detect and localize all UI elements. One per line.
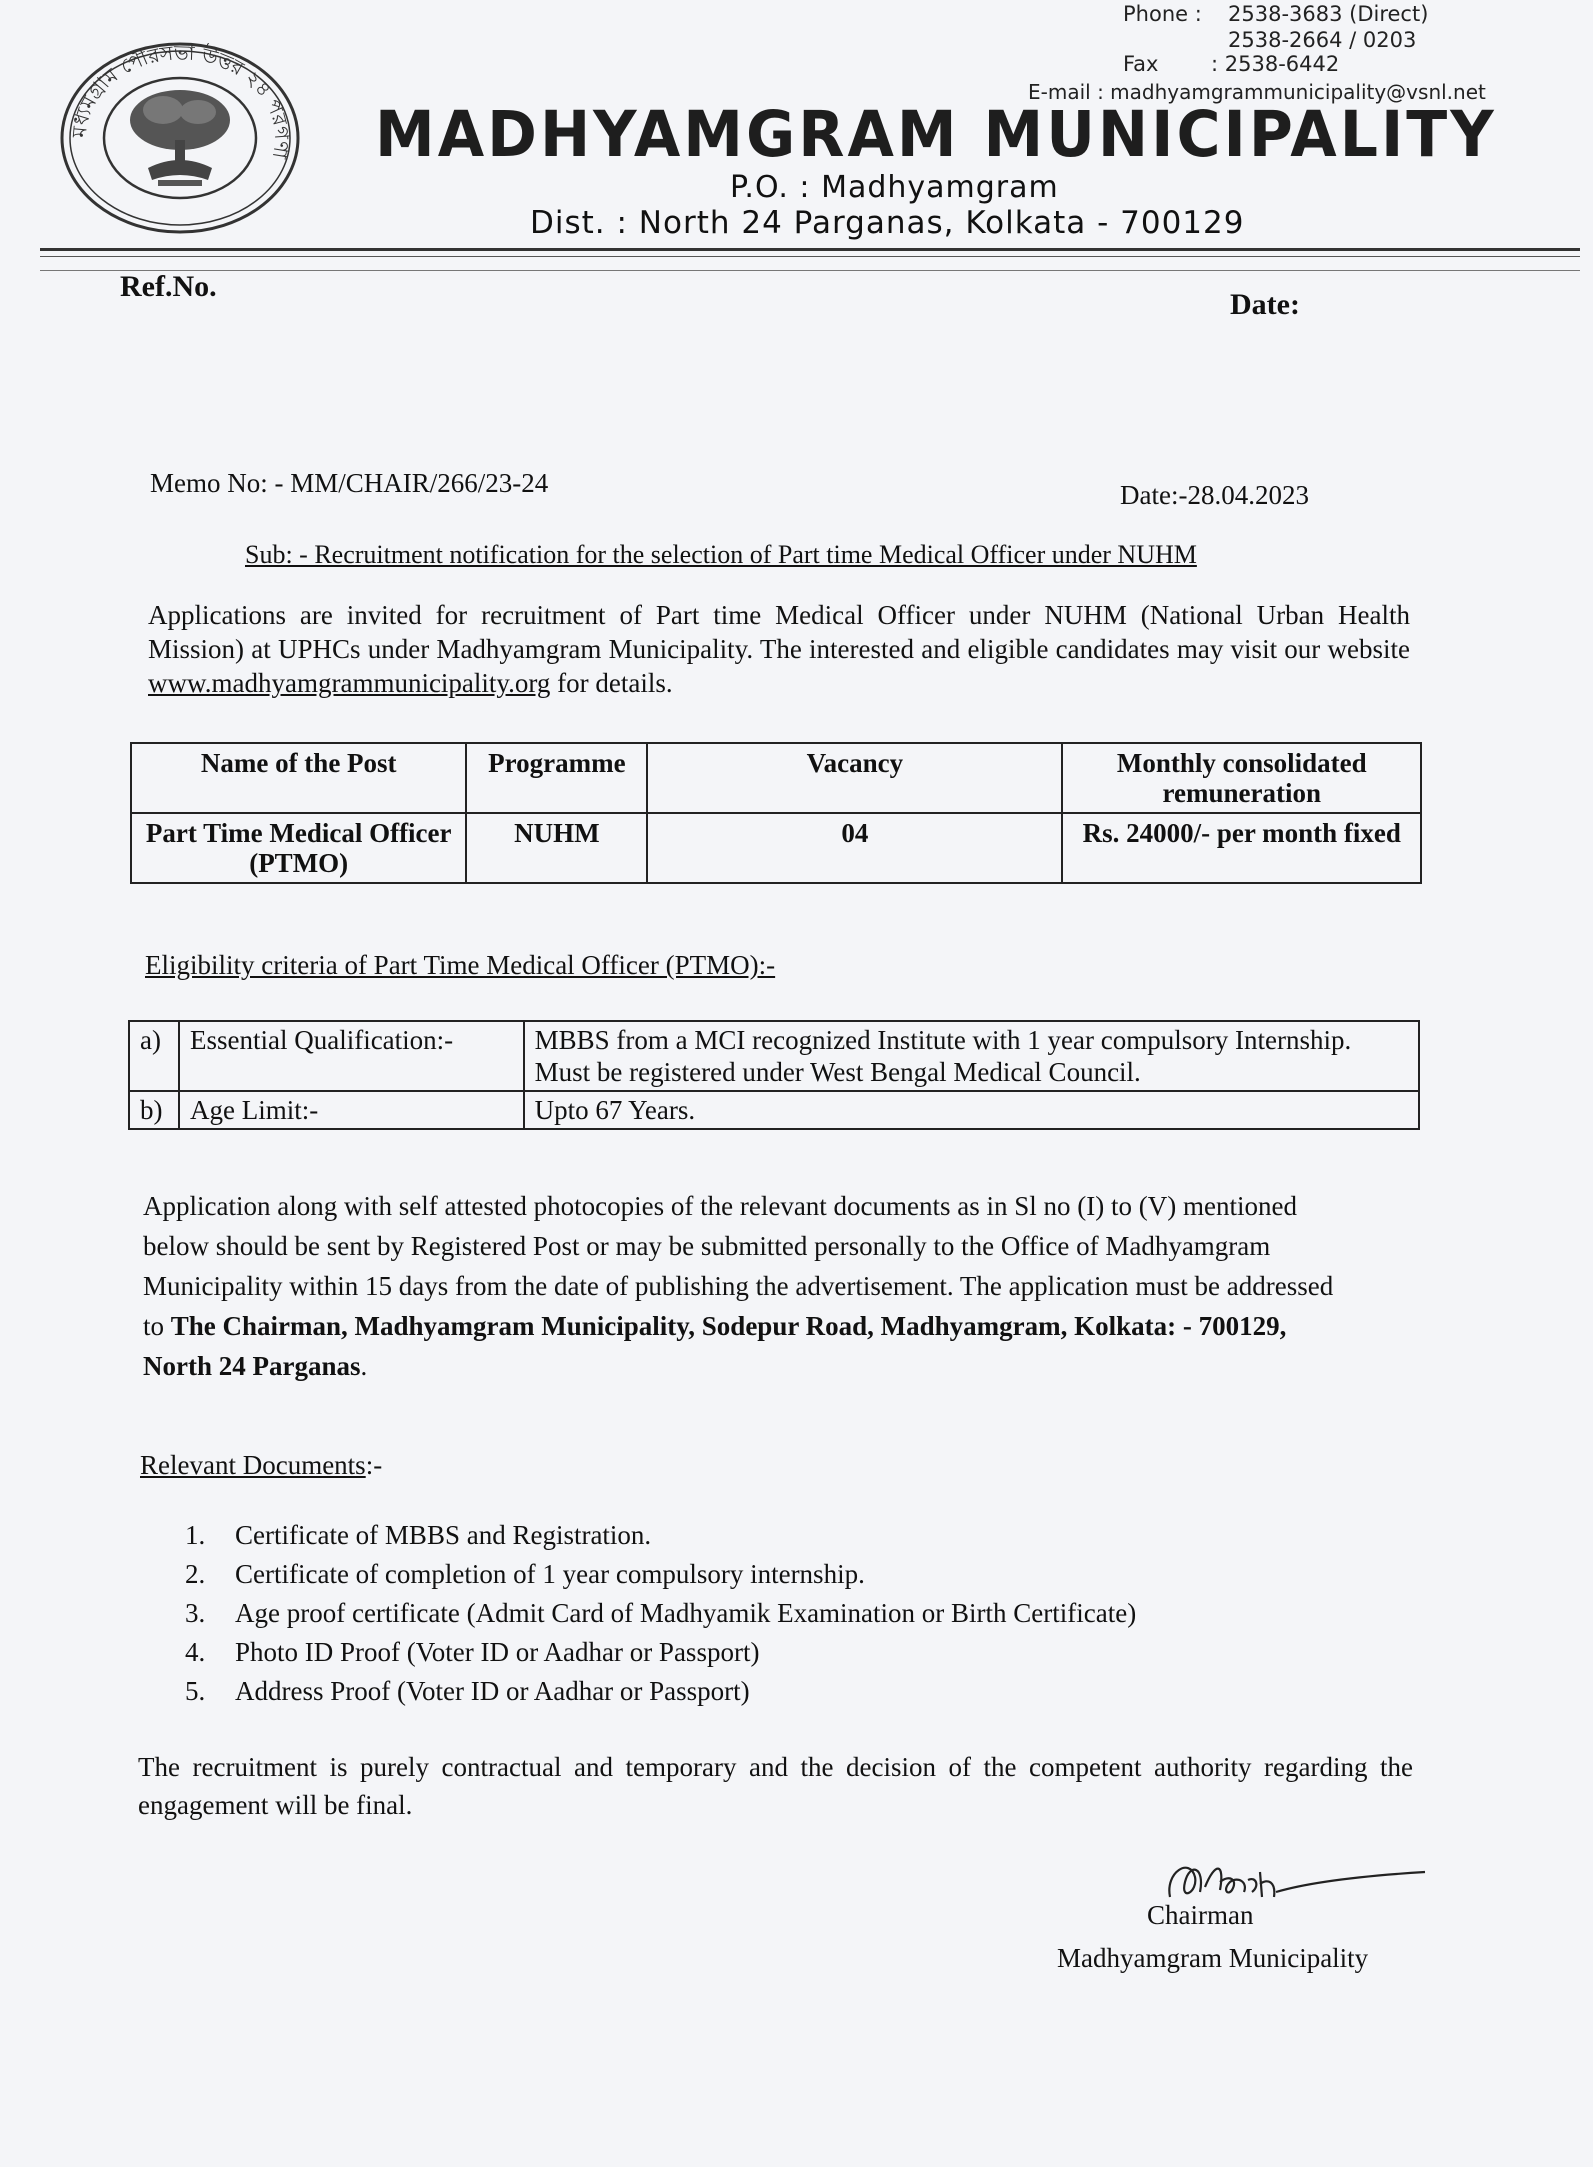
documents-heading-suffix: :- [365,1450,383,1480]
header-divider [40,248,1580,251]
table-cell: 04 [647,813,1062,883]
seal-text: মধ্যমগ্রাম পৌরসভা উত্তর ২৪ পরগণা [66,40,295,161]
table-header: Name of the Post [131,743,466,813]
list-item [185,1516,1136,1555]
list-item-number: 4. [185,1637,206,1667]
list-item-number: 3. [185,1598,206,1628]
post-table [130,742,1422,884]
eligibility-label: Essential Qualification:- [179,1021,524,1091]
header-divider-thin [40,256,1580,257]
fax-value: : 2538-6442 [1211,52,1340,76]
table-header: Programme [466,743,647,813]
phone-other: 2538-2664 / 0203 [1228,28,1417,52]
municipality-seal [58,40,303,236]
signatory-organization: Madhyamgram Municipality [1057,1943,1369,1973]
website-link[interactable]: www.madhyamgrammunicipality.org [148,668,551,698]
phone-label: Phone : [1123,2,1202,26]
post-office: P.O. : Madhyamgram [730,170,1059,205]
district-address: Dist. : North 24 Parganas, Kolkata - 700129 [530,205,1245,241]
documents-heading-text: Relevant Documents [140,1450,366,1480]
eligibility-heading: Eligibility criteria of Part Time Medical Officer (PTMO):- [145,950,776,980]
memo-subject: Sub: - Recruitment notification for the selection of Part time Medical Officer under NUHM [245,540,1197,569]
application-text: Application along with self attested photocopies of the relevant documents as in Sl no (I) to (V) mentioned below should be sent by Registered Post or may be submitted personally to the Office of Madhyamgram Municipality within 15 days from the date of publishing the advertisement. The application must be addressed to [143,1191,1334,1341]
table-header: Vacancy [647,743,1062,813]
fax-label: Fax [1123,52,1159,76]
list-item-text: Age proof certificate (Admit Card of Madhyamik Examination or Birth Certificate) [235,1598,1137,1628]
list-item-text: Certificate of completion of 1 year compulsory internship. [235,1559,865,1589]
eligibility-label: Age Limit:- [179,1091,524,1129]
intro-suffix: for details. [550,668,673,698]
table-row [129,1021,1419,1091]
post-table-header-row [131,743,1421,813]
table-header: Monthly consolidated remuneration [1062,743,1421,813]
documents-heading [140,1450,382,1481]
list-item-number: 1. [185,1520,206,1550]
list-item-text: Photo ID Proof (Voter ID or Aadhar or Passport) [235,1637,760,1667]
table-cell: Rs. 24000/- per month fixed [1062,813,1421,883]
list-item [185,1555,1136,1594]
documents-list [185,1516,1136,1711]
memo-number: Memo No: - MM/CHAIR/266/23-24 [150,468,549,498]
eligibility-index: a) [129,1021,179,1091]
header-divider-faint [40,270,1580,271]
list-item [185,1633,1136,1672]
list-item-number: 2. [185,1559,206,1589]
memo-date: Date:-28.04.2023 [1120,480,1309,510]
list-item [185,1672,1136,1711]
eligibility-value: Upto 67 Years. [524,1091,1419,1129]
table-cell: Part Time Medical Officer (PTMO) [131,813,466,883]
table-row [131,813,1421,883]
closing-paragraph: The recruitment is purely contractual and temporary and the decision of the competent authority regarding the engagement will be final. [138,1752,1413,1820]
intro-text: Applications are invited for recruitment of Part time Medical Officer under NUHM (National Urban Health Mission) at UPHCs under Madhyamgram Municipality. The interested and eligible candidates may visit our website [148,600,1410,664]
application-address: The Chairman, Madhyamgram Municipality, Sodepur Road, Madhyamgram, Kolkata: - 700129, North 24 Parganas [143,1311,1287,1381]
list-item-text: Certificate of MBBS and Registration. [235,1520,652,1550]
ref-no-label: Ref.No. [120,270,217,303]
municipality-title: MADHYAMGRAM MUNICIPALITY [375,98,1497,172]
eligibility-table [128,1020,1420,1130]
intro-paragraph [148,598,1410,700]
eligibility-index: b) [129,1091,179,1129]
eligibility-value: MBBS from a MCI recognized Institute with 1 year compulsory Internship. Must be registered under West Bengal Medical Council. [524,1021,1419,1091]
list-item-text: Address Proof (Voter ID or Aadhar or Passport) [235,1676,750,1706]
email: E-mail : madhyamgrammunicipality@vsnl.net [1028,80,1486,104]
date-label: Date: [1230,288,1300,321]
table-cell: NUHM [466,813,647,883]
table-row [129,1091,1419,1129]
list-item-number: 5. [185,1676,206,1706]
list-item [185,1594,1136,1633]
signatory-title: Chairman [1147,1900,1254,1930]
application-paragraph [143,1186,1343,1386]
application-end: . [360,1351,368,1381]
phone-direct: 2538-3683 (Direct) [1228,2,1429,26]
